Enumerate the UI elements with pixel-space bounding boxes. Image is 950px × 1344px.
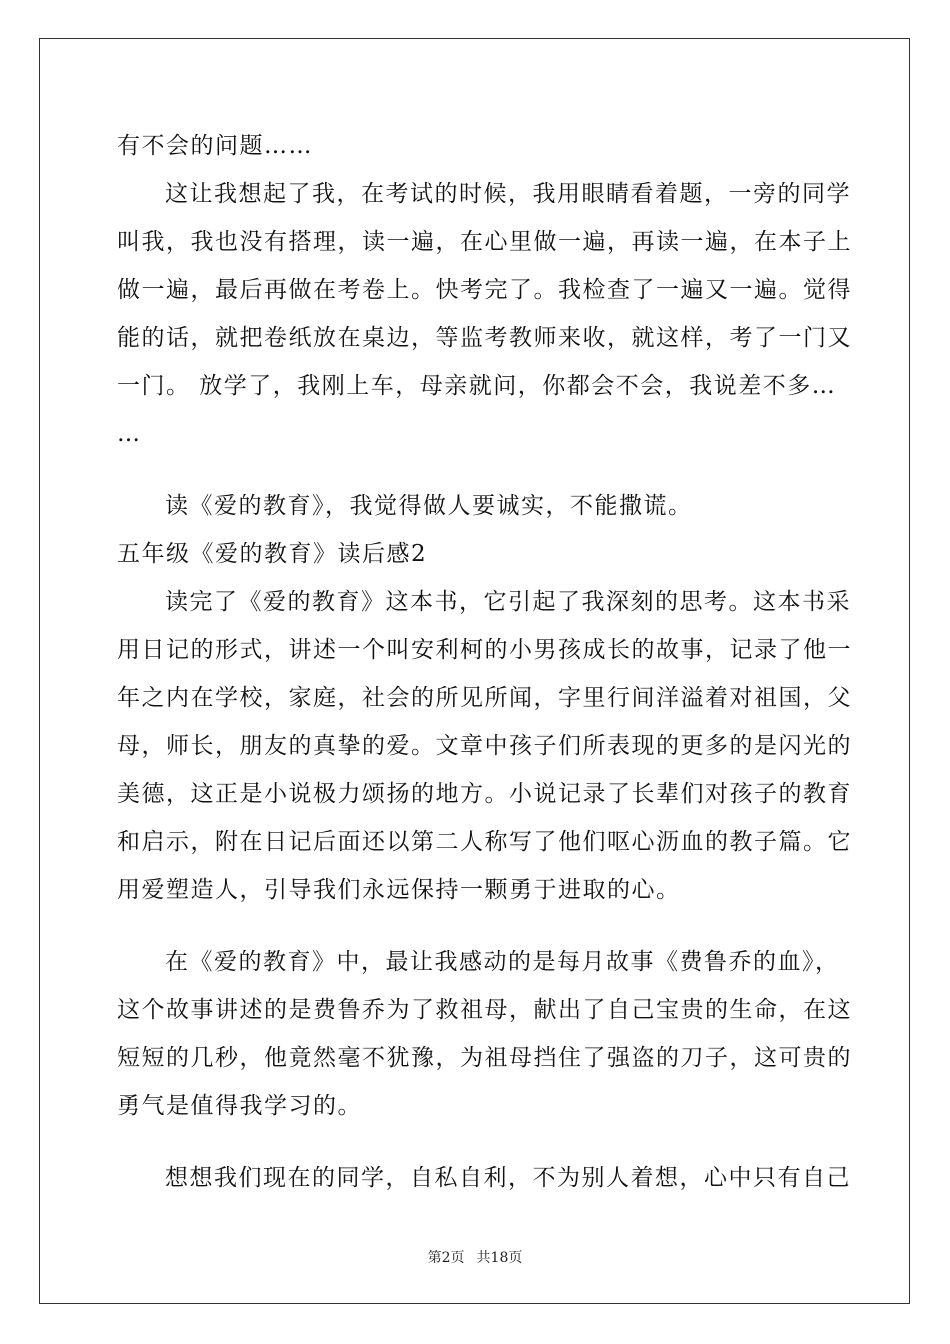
- paragraph-gap: [117, 1130, 837, 1154]
- text-line: 这个故事讲述的是费鲁乔为了救祖母，献出了自己宝贵的生命，在这: [117, 997, 852, 1023]
- text-line: 读完了《爱的教育》这本书，它引起了我深刻的思考。这本书采: [165, 589, 851, 615]
- text-line: 用日记的形式，讲述一个叫安利柯的小男孩成长的故事，记录了他一: [117, 637, 852, 663]
- document-body: [117, 122, 852, 1202]
- text-line: 一门。 放学了，我刚上车，母亲就问，你都会不会，我说差不多…: [117, 373, 837, 399]
- text-line: 做一遍，最后再做在考卷上。快考完了。我检查了一遍又一遍。觉得: [117, 277, 852, 303]
- text-line: 美德，这正是小说极力颂扬的地方。小说记录了长辈们对孩子的教育: [117, 781, 852, 807]
- text-line: 有不会的问题……: [117, 133, 313, 159]
- paragraph-gap: [117, 458, 837, 482]
- text-line: 勇气是值得我学习的。: [117, 1093, 362, 1119]
- text-line: 在《爱的教育》中，最让我感动的是每月故事《费鲁乔的血》，: [165, 949, 840, 975]
- text-line: …: [117, 421, 142, 447]
- page-footer: [0, 1247, 950, 1267]
- text-line: 母，师长，朋友的真挚的爱。文章中孩子们所表现的更多的是闪光的: [117, 733, 852, 759]
- text-line: 年之内在学校，家庭，社会的所见所闻，字里行间洋溢着对祖国，父: [117, 685, 852, 711]
- text-line: 叫我，我也没有搭理，读一遍，在心里做一遍，再读一遍，在本子上: [117, 229, 852, 255]
- text-line: 能的话，就把卷纸放在桌边，等监考教师来收，就这样，考了一门又: [117, 325, 852, 351]
- text-line: 想想我们现在的同学，自私自利，不为别人着想，心中只有自己: [165, 1165, 851, 1191]
- text-line: 这让我想起了我，在考试的时候，我用眼睛看着题，一旁的同学: [165, 181, 851, 207]
- text-line: 读《爱的教育》，我觉得做人要诚实，不能撒谎。: [165, 493, 693, 519]
- page-total: 共18页: [476, 1250, 523, 1266]
- section-heading: 五年级《爱的教育》读后感2: [117, 541, 428, 567]
- paragraph-gap: [117, 914, 837, 938]
- page-number: 第2页: [427, 1250, 465, 1266]
- text-line: 用爱塑造人，引导我们永远保持一颗勇于进取的心。: [117, 877, 681, 903]
- text-line: 和启示，附在日记后面还以第二人称写了他们呕心沥血的教子篇。它: [117, 829, 852, 855]
- text-line: 短短的几秒，他竟然毫不犹豫，为祖母挡住了强盗的刀子，这可贵的: [117, 1045, 852, 1071]
